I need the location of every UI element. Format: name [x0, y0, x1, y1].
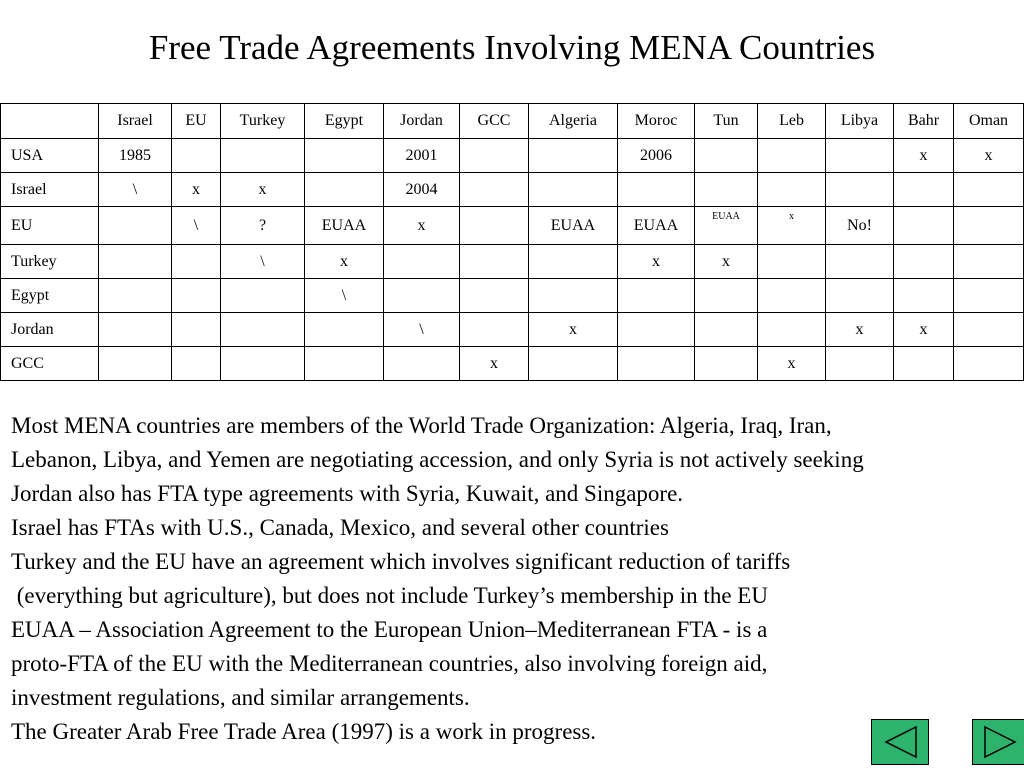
next-slide-button[interactable]: [972, 719, 1024, 765]
table-cell: EUAA: [305, 207, 384, 245]
table-cell: [99, 347, 172, 381]
slide-title: Free Trade Agreements Involving MENA Countries: [148, 28, 876, 67]
table-cell: [460, 207, 529, 245]
table-cell: [172, 313, 221, 347]
table-cell: [894, 173, 954, 207]
table-cell: [460, 279, 529, 313]
table-cell: [695, 173, 758, 207]
note-line: Turkey and the EU have an agreement which involves significant reduction of tariffs: [11, 549, 791, 574]
table-cell: [460, 139, 529, 173]
table-cell: x: [529, 313, 618, 347]
table-cell: \: [384, 313, 460, 347]
note-line: Jordan also has FTA type agreements with Syria, Kuwait, and Singapore.: [11, 481, 684, 506]
table-cell: [894, 207, 954, 245]
table-cell: x: [460, 347, 529, 381]
table-cell: 1985: [99, 139, 172, 173]
column-header: EU: [172, 104, 221, 139]
column-header: Oman: [954, 104, 1024, 139]
table-cell: [758, 173, 826, 207]
table-cell: [99, 245, 172, 279]
column-header: Libya: [826, 104, 894, 139]
table-cell: [384, 245, 460, 279]
table-cell: [99, 207, 172, 245]
triangle-right-icon: [973, 720, 1024, 764]
table-cell: x: [172, 173, 221, 207]
table-cell: EUAA: [529, 207, 618, 245]
column-header: Algeria: [529, 104, 618, 139]
table-cell: [99, 279, 172, 313]
table-cell: [618, 347, 695, 381]
table-cell: x: [826, 313, 894, 347]
table-cell: [826, 173, 894, 207]
table-cell: ?: [221, 207, 305, 245]
table-cell: [618, 279, 695, 313]
table-cell: [954, 313, 1024, 347]
table-cell: x: [758, 347, 826, 381]
table-cell: [305, 347, 384, 381]
table-cell: [826, 139, 894, 173]
row-header: USA: [1, 139, 99, 173]
table-cell: x: [894, 313, 954, 347]
table-row: [1, 279, 1024, 313]
table-cell: 2006: [618, 139, 695, 173]
table-row: [1, 347, 1024, 381]
table-cell: x: [894, 139, 954, 173]
table-cell: [384, 279, 460, 313]
table-cell: [894, 279, 954, 313]
column-header: Bahr: [894, 104, 954, 139]
table-cell: [529, 173, 618, 207]
table-cell: [460, 245, 529, 279]
column-header: Moroc: [618, 104, 695, 139]
table-cell: [99, 313, 172, 347]
table-cell: EUAA: [618, 207, 695, 245]
column-header: Israel: [99, 104, 172, 139]
table-cell: [954, 279, 1024, 313]
column-header: Turkey: [221, 104, 305, 139]
table-cell: \: [221, 245, 305, 279]
table-cell: [529, 279, 618, 313]
table-cell: [894, 347, 954, 381]
table-row: [1, 173, 1024, 207]
table-cell: EUAA: [695, 207, 758, 245]
table-cell: 2001: [384, 139, 460, 173]
table-cell: [529, 245, 618, 279]
table-cell: [758, 139, 826, 173]
table-cell: [221, 279, 305, 313]
table-cell: [460, 313, 529, 347]
note-line: Israel has FTAs with U.S., Canada, Mexico, and several other countries: [11, 515, 669, 540]
row-header: Israel: [1, 173, 99, 207]
table-cell: [954, 347, 1024, 381]
column-header: GCC: [460, 104, 529, 139]
table-cell: [758, 245, 826, 279]
table-row: [1, 245, 1024, 279]
table-cell: x: [305, 245, 384, 279]
table-cell: \: [172, 207, 221, 245]
table-cell: [618, 313, 695, 347]
row-header: EU: [1, 207, 99, 245]
triangle-left-icon: [872, 720, 928, 764]
table-cell: 2004: [384, 173, 460, 207]
table-cell: x: [221, 173, 305, 207]
table-cell: [758, 279, 826, 313]
table-cell: [305, 139, 384, 173]
table-cell: [826, 279, 894, 313]
table-cell: [172, 279, 221, 313]
table-cell: [826, 347, 894, 381]
column-header: Tun: [695, 104, 758, 139]
table-cell: x: [695, 245, 758, 279]
table-cell: [384, 347, 460, 381]
note-line: Lebanon, Libya, and Yemen are negotiating accession, and only Syria is not actively seeking: [11, 447, 864, 472]
table-cell: x: [758, 207, 826, 245]
table-header-row: [1, 104, 1024, 139]
table-cell: [826, 245, 894, 279]
table-cell: x: [618, 245, 695, 279]
corner-cell: [1, 104, 99, 139]
table-cell: [460, 173, 529, 207]
table-cell: [529, 139, 618, 173]
notes-text: [11, 409, 1024, 749]
table-cell: x: [954, 139, 1024, 173]
table-cell: [695, 347, 758, 381]
row-header: Turkey: [1, 245, 99, 279]
row-header: Egypt: [1, 279, 99, 313]
column-header: Leb: [758, 104, 826, 139]
table-cell: \: [99, 173, 172, 207]
table-cell: [618, 173, 695, 207]
table-cell: No!: [826, 207, 894, 245]
table-cell: [695, 139, 758, 173]
note-line: investment regulations, and similar arrangements.: [11, 685, 470, 710]
table-cell: [954, 173, 1024, 207]
table-cell: \: [305, 279, 384, 313]
table-cell: [305, 313, 384, 347]
note-line: (everything but agriculture), but does not include Turkey’s membership in the EU: [11, 583, 768, 608]
row-header: GCC: [1, 347, 99, 381]
table-cell: [529, 347, 618, 381]
table-cell: [695, 313, 758, 347]
table-cell: [221, 139, 305, 173]
column-header: Egypt: [305, 104, 384, 139]
table-row: [1, 207, 1024, 245]
table-cell: [695, 279, 758, 313]
table-cell: [305, 173, 384, 207]
fta-table: [0, 103, 1024, 381]
previous-slide-button[interactable]: [871, 719, 929, 765]
note-line: proto-FTA of the EU with the Mediterranean countries, also involving foreign aid,: [11, 651, 768, 676]
table-cell: [221, 347, 305, 381]
table-cell: [954, 245, 1024, 279]
table-cell: [894, 245, 954, 279]
table-cell: [758, 313, 826, 347]
row-header: Jordan: [1, 313, 99, 347]
table-cell: [221, 313, 305, 347]
note-line: Most MENA countries are members of the World Trade Organization: Algeria, Iraq, Iran,: [11, 413, 832, 438]
column-header: Jordan: [384, 104, 460, 139]
table-row: [1, 139, 1024, 173]
table-cell: [172, 245, 221, 279]
table-cell: [172, 347, 221, 381]
note-line: The Greater Arab Free Trade Area (1997) is a work in progress.: [11, 719, 597, 744]
table-row: [1, 313, 1024, 347]
table-cell: x: [384, 207, 460, 245]
note-line: EUAA – Association Agreement to the European Union–Mediterranean FTA - is a: [11, 617, 768, 642]
table-cell: [954, 207, 1024, 245]
table-cell: [172, 139, 221, 173]
